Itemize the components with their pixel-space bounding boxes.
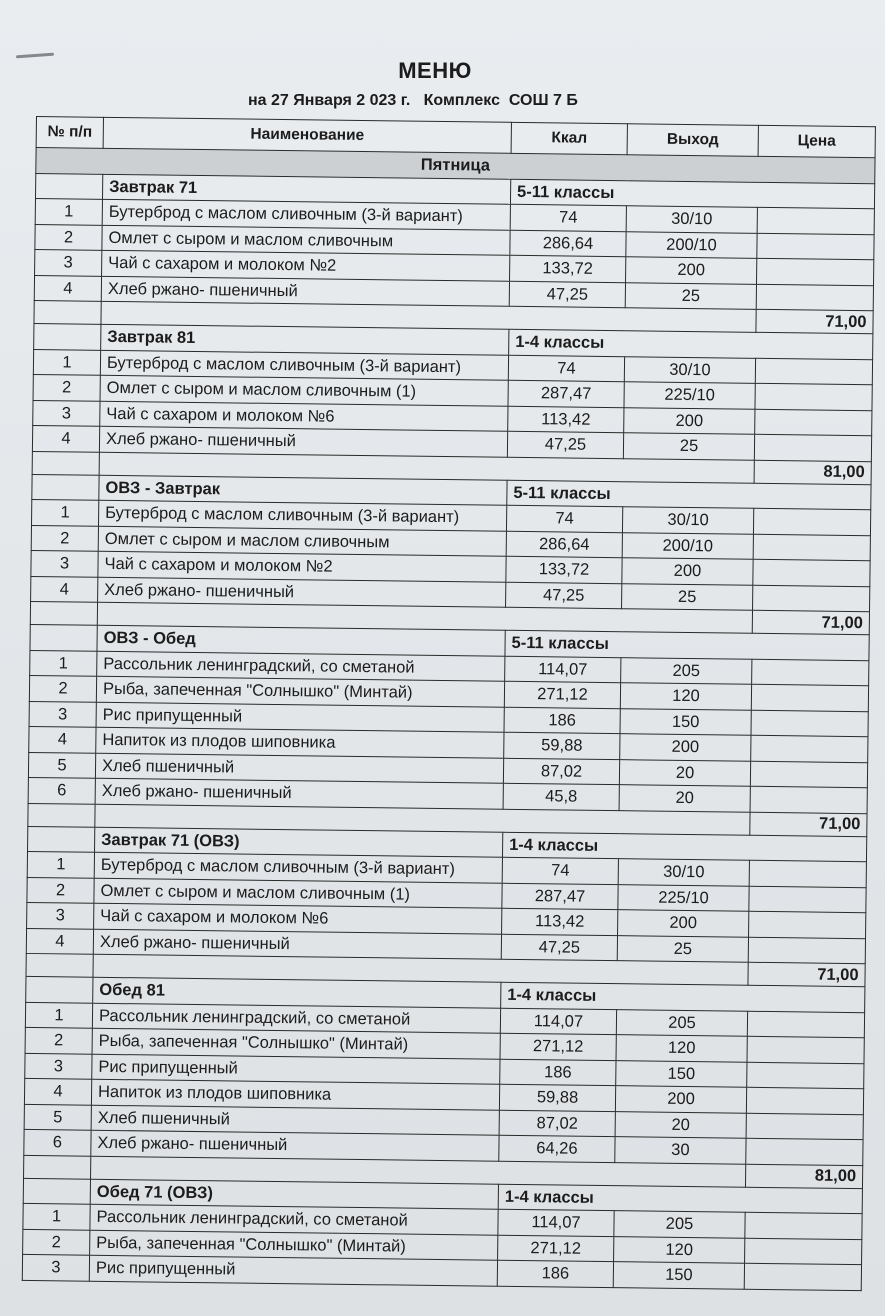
dish-output: 25	[625, 282, 756, 309]
dish-kcal: 114,07	[500, 1008, 616, 1035]
dish-price	[748, 937, 865, 964]
dish-name: Напиток из плодов шиповника	[91, 1079, 499, 1109]
row-number: 4	[31, 576, 98, 602]
dish-kcal: 47,25	[509, 281, 625, 308]
menu-table	[22, 116, 876, 1291]
dish-output: 25	[622, 583, 753, 610]
dish-kcal: 74	[510, 204, 626, 231]
dish-kcal: 74	[506, 505, 622, 532]
row-number: 1	[32, 499, 99, 525]
row-number: 2	[31, 525, 98, 551]
dish-output: 200	[615, 1086, 746, 1113]
dish-price	[746, 1138, 863, 1165]
page-title: МЕНЮ	[398, 58, 472, 83]
section-total-price: 81,00	[754, 460, 871, 484]
dish-name: Хлеб ржано- пшеничный	[91, 1130, 499, 1160]
row-number: 1	[33, 349, 100, 375]
section-total-price: 71,00	[756, 309, 873, 333]
dish-name: Бутерброд с маслом сливочным (3-й вариант)	[94, 852, 502, 882]
dish-output: 205	[616, 1009, 747, 1036]
dish-name: Бутерброд с маслом сливочным (3-й вариант)	[102, 199, 510, 229]
row-number: 3	[35, 249, 102, 275]
row-number: 2	[35, 224, 102, 250]
row-number: 1	[27, 851, 94, 877]
dish-kcal: 114,07	[498, 1209, 614, 1236]
section-name: ОВЗ - Обед	[97, 625, 505, 655]
section-classes: 5-11 классы	[510, 179, 874, 209]
dish-output: 225/10	[618, 884, 749, 911]
row-number: 4	[32, 425, 99, 451]
dish-output: 205	[621, 657, 752, 684]
row-number: 3	[31, 550, 98, 576]
section-num-cell	[32, 474, 99, 500]
dish-price	[750, 761, 867, 788]
dish-kcal: 74	[502, 857, 618, 884]
dish-name: Рассольник ленинградский, со сметаной	[92, 1003, 500, 1033]
dish-output: 150	[620, 708, 751, 735]
dish-output: 30/10	[618, 859, 749, 886]
dish-kcal: 133,72	[506, 556, 622, 583]
dish-output: 200/10	[622, 532, 753, 559]
dish-kcal: 287,47	[502, 883, 618, 910]
dish-kcal: 271,12	[498, 1235, 614, 1262]
section-total-price: 71,00	[752, 610, 869, 634]
dish-output: 120	[616, 1035, 747, 1062]
dish-output: 20	[615, 1111, 746, 1138]
row-number: 4	[34, 275, 101, 301]
section-classes: 1-4 классы	[498, 1184, 862, 1214]
row-number: 2	[33, 374, 100, 400]
dish-name: Бутерброд с маслом сливочным (3-й вариант)	[98, 500, 506, 530]
dish-output: 30/10	[626, 206, 757, 233]
dish-price	[745, 1238, 862, 1265]
section-num-cell	[23, 1178, 90, 1204]
dish-output: 25	[623, 433, 754, 460]
dish-price	[753, 559, 870, 586]
dish-price	[753, 508, 870, 535]
dish-price	[746, 1113, 863, 1140]
column-header-name: Наименование	[103, 117, 511, 153]
row-number: 2	[25, 1027, 92, 1053]
dish-kcal: 87,02	[503, 758, 619, 785]
dish-name: Рыба, запеченная "Солнышко" (Минтай)	[90, 1230, 498, 1260]
section-classes: 1-4 классы	[501, 982, 865, 1012]
row-number: 2	[29, 675, 96, 701]
section-num-cell	[30, 624, 97, 650]
dish-kcal: 114,07	[505, 656, 621, 683]
dish-price	[747, 1011, 864, 1038]
menu-body	[22, 148, 875, 1291]
row-number: 6	[24, 1129, 91, 1155]
total-num-cell	[26, 953, 93, 977]
total-num-cell	[30, 601, 97, 625]
row-number: 5	[28, 752, 95, 778]
dish-name: Чай с сахаром и молоком №6	[94, 903, 502, 933]
total-num-cell	[34, 300, 101, 324]
dish-price	[757, 258, 874, 285]
row-number: 4	[29, 726, 96, 752]
dish-name: Напиток из плодов шиповника	[96, 727, 504, 757]
dish-name: Хлеб ржано- пшеничный	[95, 778, 503, 808]
dish-price	[755, 409, 872, 436]
row-number: 1	[35, 198, 102, 224]
dish-kcal: 113,42	[508, 406, 624, 433]
dish-kcal: 186	[497, 1260, 613, 1287]
section-name: ОВЗ - Завтрак	[99, 475, 507, 505]
dish-kcal: 286,64	[510, 230, 626, 257]
dish-name: Бутерброд с маслом сливочным (3-й вариант)	[100, 350, 508, 380]
dish-kcal: 287,47	[508, 380, 624, 407]
dish-price	[747, 1062, 864, 1089]
dish-price	[757, 207, 874, 234]
dish-kcal: 286,64	[506, 531, 622, 558]
dish-kcal: 186	[504, 707, 620, 734]
section-total-price: 71,00	[750, 812, 867, 836]
dish-price	[753, 534, 870, 561]
column-header-num: № п/п	[36, 117, 103, 149]
menu-sheet	[22, 116, 867, 1290]
dish-output: 120	[620, 683, 751, 710]
dish-price	[755, 358, 872, 385]
dish-price	[751, 684, 868, 711]
dish-name: Омлет с сыром и маслом сливочным	[102, 225, 510, 255]
dish-name: Чай с сахаром и молоком №2	[98, 551, 506, 581]
section-name: Завтрак 71	[102, 174, 510, 204]
row-number: 1	[30, 650, 97, 676]
dish-output: 200	[622, 558, 753, 585]
row-number: 3	[27, 902, 94, 928]
dish-kcal: 59,88	[499, 1084, 615, 1111]
dish-price	[747, 1036, 864, 1063]
dish-price	[757, 233, 874, 260]
total-num-cell	[32, 451, 99, 475]
dish-kcal: 74	[508, 355, 624, 382]
dish-output: 150	[613, 1262, 744, 1289]
section-num-cell	[34, 323, 101, 349]
row-number: 1	[23, 1203, 90, 1229]
column-header-kcal: Ккал	[511, 122, 627, 154]
section-classes: 5-11 классы	[507, 480, 871, 510]
dish-output: 205	[614, 1211, 745, 1238]
dish-kcal: 186	[500, 1059, 616, 1086]
section-classes: 1-4 классы	[502, 832, 866, 862]
dish-output: 200	[624, 407, 755, 434]
row-number: 2	[23, 1229, 90, 1255]
dish-output: 200	[620, 734, 751, 761]
dish-kcal: 133,72	[510, 255, 626, 282]
dish-name: Хлеб пшеничный	[95, 753, 503, 783]
section-classes: 1-4 классы	[509, 329, 873, 359]
row-number: 2	[27, 877, 94, 903]
section-name: Завтрак 71 (ОВЗ)	[95, 827, 503, 857]
dish-name: Рассольник ленинградский, со сметаной	[97, 651, 505, 681]
column-header-output: Выход	[627, 124, 758, 157]
row-number: 3	[33, 400, 100, 426]
section-total-price: 71,00	[748, 962, 865, 986]
dish-kcal: 47,25	[501, 934, 617, 961]
dish-output: 30	[615, 1137, 746, 1164]
section-name: Завтрак 81	[101, 324, 509, 354]
dish-name: Чай с сахаром и молоком №6	[100, 401, 508, 431]
dish-output: 225/10	[624, 382, 755, 409]
dish-output: 25	[617, 935, 748, 962]
dish-output: 30/10	[624, 356, 755, 383]
row-number: 1	[25, 1002, 92, 1028]
dish-kcal: 64,26	[499, 1135, 615, 1162]
dish-kcal: 47,25	[507, 431, 623, 458]
dish-price	[754, 434, 871, 461]
dish-kcal: 113,42	[502, 908, 618, 935]
dish-price	[751, 735, 868, 762]
dish-kcal: 87,02	[499, 1110, 615, 1137]
dish-name: Хлеб ржано- пшеничный	[93, 929, 501, 959]
dish-name: Чай с сахаром и молоком №2	[102, 250, 510, 280]
dish-output: 30/10	[622, 507, 753, 534]
dish-name: Хлеб ржано- пшеничный	[98, 577, 506, 607]
dish-name: Хлеб пшеничный	[91, 1105, 499, 1135]
row-number: 3	[22, 1254, 89, 1280]
section-num-cell	[35, 173, 102, 199]
dish-kcal: 47,25	[506, 582, 622, 609]
dish-name: Омлет с сыром и маслом сливочным (1)	[100, 375, 508, 405]
dish-output: 20	[619, 785, 750, 812]
dish-output: 200	[626, 257, 757, 284]
row-number: 3	[25, 1053, 92, 1079]
dish-price	[745, 1212, 862, 1239]
dish-price	[744, 1263, 861, 1290]
dish-kcal: 271,12	[500, 1033, 616, 1060]
section-name: Обед 81	[93, 977, 501, 1007]
row-number: 6	[28, 777, 95, 803]
dish-kcal: 271,12	[504, 681, 620, 708]
dish-name: Рис припущенный	[89, 1255, 497, 1285]
dish-price	[749, 860, 866, 887]
dish-name: Хлеб ржано- пшеничный	[99, 426, 507, 456]
page-subtitle: на 27 Января 2 023 г. Комплекс СОШ 7 Б	[248, 92, 578, 109]
section-name: Обед 71 (ОВЗ)	[90, 1179, 498, 1209]
day-label: Пятница	[36, 148, 875, 184]
dish-name: Рис припущенный	[92, 1054, 500, 1084]
dish-kcal: 59,88	[504, 732, 620, 759]
dish-name: Рис припущенный	[96, 702, 504, 732]
dish-output: 20	[619, 759, 750, 786]
dish-price	[749, 886, 866, 913]
dish-kcal: 45,8	[503, 783, 619, 810]
dish-price	[746, 1087, 863, 1114]
column-header-price: Цена	[758, 125, 875, 157]
row-number: 4	[24, 1078, 91, 1104]
dish-price	[756, 284, 873, 311]
dish-name: Рассольник ленинградский, со сметаной	[90, 1204, 498, 1234]
row-number: 4	[26, 928, 93, 954]
dish-price	[750, 786, 867, 813]
dish-price	[753, 585, 870, 612]
dish-output: 200	[618, 910, 749, 937]
dish-output: 200/10	[626, 231, 757, 258]
section-num-cell	[26, 976, 93, 1002]
dish-name: Хлеб ржано- пшеничный	[101, 276, 509, 306]
section-classes: 5-11 классы	[505, 630, 869, 660]
dish-price	[755, 383, 872, 410]
section-num-cell	[28, 826, 95, 852]
dish-name: Омлет с сыром и маслом сливочным (1)	[94, 878, 502, 908]
dish-price	[749, 911, 866, 938]
row-number: 3	[29, 701, 96, 727]
dish-output: 120	[614, 1236, 745, 1263]
dish-output: 150	[616, 1060, 747, 1087]
dish-name: Рыба, запеченная "Солнышко" (Минтай)	[92, 1028, 500, 1058]
row-number: 5	[24, 1104, 91, 1130]
total-num-cell	[24, 1155, 91, 1179]
total-num-cell	[28, 803, 95, 827]
dish-name: Рыба, запеченная "Солнышко" (Минтай)	[96, 676, 504, 706]
dish-price	[752, 659, 869, 686]
dish-price	[751, 710, 868, 737]
dish-name: Омлет с сыром и маслом сливочным	[98, 526, 506, 556]
section-total-price: 81,00	[745, 1164, 862, 1188]
